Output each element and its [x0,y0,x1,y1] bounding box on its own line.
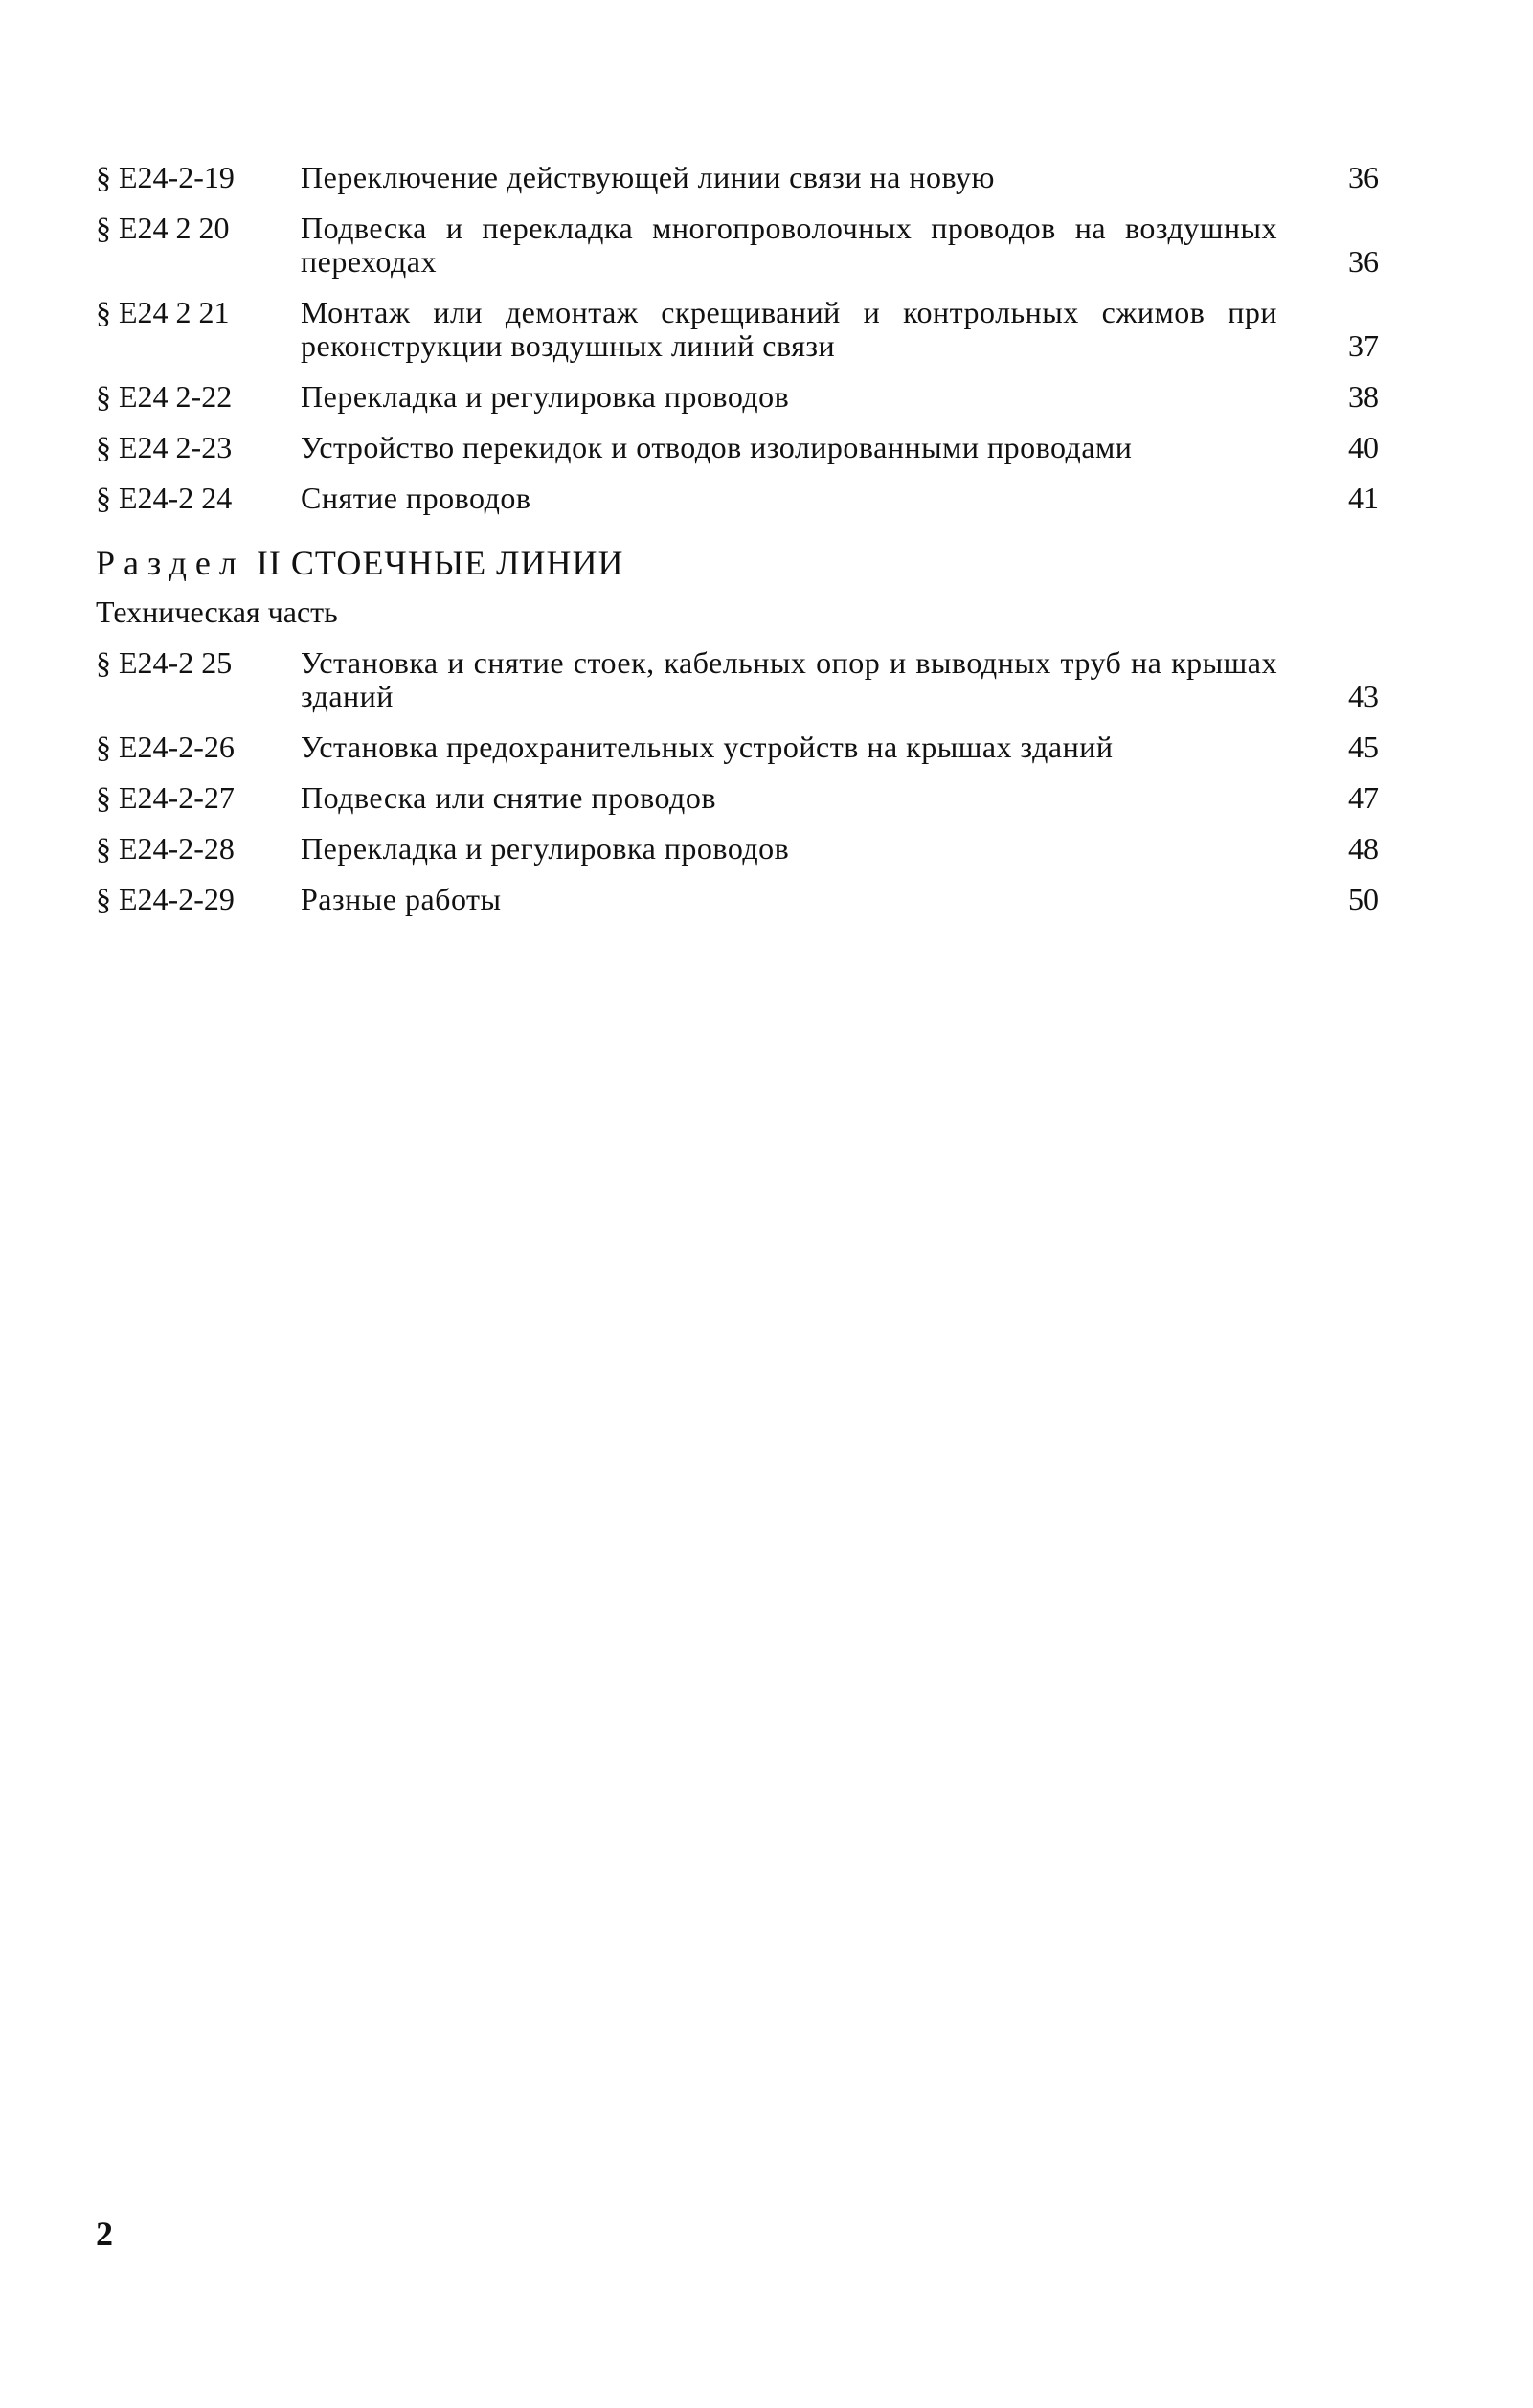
toc-entry-title: Перекладка и регулировка проводов [301,379,790,414]
toc-entry-page: 36 [1348,160,1379,194]
toc-entry [96,482,1379,515]
section-label: Раздел [96,544,245,582]
toc-entry-page: 47 [1348,780,1379,815]
toc-entry-code: § Е24-2 24 [96,481,233,515]
toc-entry-code: § Е24 2 21 [96,295,230,329]
toc-entry-code: § Е24-2-28 [96,831,235,866]
toc-entry-title: Подвеска и перекладка многопроволочных проводов на воздушных переходах [301,211,1277,279]
subheading: Техническая часть [96,595,338,629]
toc-entry-code: § Е24 2-23 [96,430,233,464]
toc-entry-page: 38 [1348,379,1379,414]
toc-entry-title: Установка и снятие стоек, кабельных опор и выводных труб на крышах зданий [301,645,1277,713]
toc-entry-title: Устройство перекидок и отводов изолированными проводами [301,430,1133,464]
toc-entry [96,296,1379,363]
section-title: II СТОЕЧНЫЕ ЛИНИИ [256,544,624,582]
toc-entry-code: § Е24-2-27 [96,780,235,815]
toc-entry-code: § Е24-2-26 [96,730,235,764]
toc-entry [96,161,1379,194]
toc-entry-page: 41 [1348,481,1379,515]
toc-entry-title: Переключение действующей линии связи на новую [301,160,995,194]
toc-entry [96,781,1379,815]
toc-entry-code: § Е24-2 25 [96,645,233,680]
toc-entry-code: § Е24-2-29 [96,882,235,916]
toc-entry [96,431,1379,464]
toc-entry [96,832,1379,866]
toc-entry-page: 50 [1348,882,1379,916]
page-number: 2 [96,2215,113,2253]
toc-entry-code: § Е24 2-22 [96,379,233,414]
toc-entry-code: § Е24 2 20 [96,211,230,245]
toc-entry-page: 40 [1348,430,1379,464]
table-of-contents [96,161,1379,934]
toc-entry [96,883,1379,916]
toc-entry-title: Монтаж или демонтаж скрещиваний и контрольных сжимов при реконструкции воздушных линий связи [301,295,1277,363]
toc-entry-title: Снятие проводов [301,481,531,515]
toc-entry-page: 37 [1348,328,1379,363]
toc-entry [96,646,1379,713]
toc-entries-part2 [96,646,1379,916]
toc-entry-page: 48 [1348,831,1379,866]
toc-entry-title: Разные работы [301,882,502,916]
toc-entry-page: 36 [1348,244,1379,279]
section-heading [96,544,1379,582]
toc-entry-title: Установка предохранительных устройств на крышах зданий [301,730,1114,764]
toc-entry-title: Перекладка и регулировка проводов [301,831,790,866]
toc-entry [96,731,1379,764]
toc-entry-title: Подвеска или снятие проводов [301,780,716,815]
toc-entry-page: 45 [1348,730,1379,764]
toc-entry [96,380,1379,414]
toc-entries-part1 [96,161,1379,515]
toc-entry-code: § Е24-2-19 [96,160,235,194]
toc-entry-page: 43 [1348,679,1379,713]
toc-entry [96,212,1379,279]
